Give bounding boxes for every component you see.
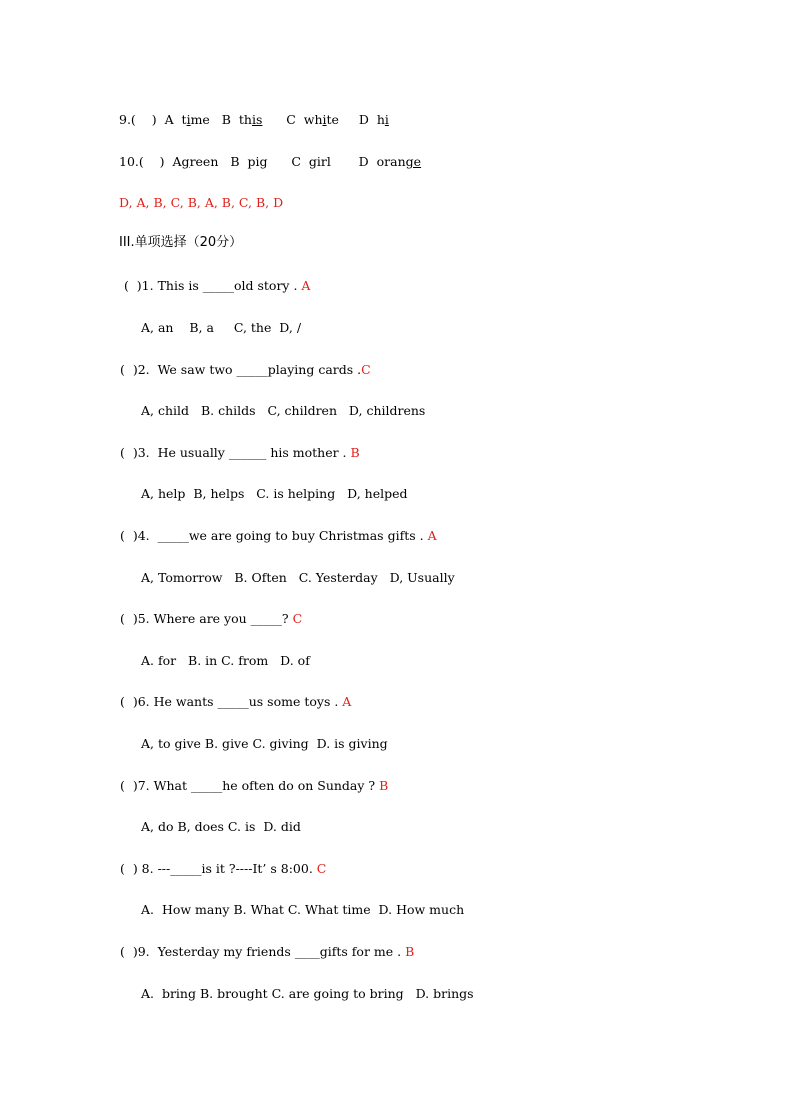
mc-question-9: ( )9. Yesterday my friends ____gifts for me . B (120, 944, 415, 959)
question-10: 10.( ) Agreen B pig C girl D orange (119, 154, 422, 169)
mc-options-6: A, to give B. give C. giving D. is giving (141, 736, 388, 751)
mc-options-2: A, child B. childs C, children D, childrens (141, 403, 426, 418)
mc-question-8: ( ) 8. ---_____is it ?----It’ s 8:00. C (120, 861, 327, 876)
section-title: III.单项选择（20分） (119, 235, 243, 250)
mc-options-3: A, help B, helps C. is helping D, helped (141, 486, 408, 501)
mc-options-5: A. for B. in C. from D. of (141, 653, 310, 668)
mc-options-1: A, an B, a C, the D, / (141, 320, 302, 335)
mc-options-7: A, do B, does C. is D. did (141, 819, 301, 834)
phonics-answers: D, A, B, C, B, A, B, C, B, D (119, 195, 284, 210)
mc-question-4: ( )4. _____we are going to buy Christmas gifts . A (120, 528, 437, 543)
mc-options-8: A. How many B. What C. What time D. How much (141, 902, 465, 917)
mc-options-9: A. bring B. brought C. are going to bring D. brings (141, 986, 474, 1001)
mc-question-5: ( )5. Where are you _____? C (120, 611, 303, 626)
mc-question-2: ( )2. We saw two _____playing cards .C (120, 362, 371, 377)
question-9: 9.( ) A time B this C white D hi (119, 112, 389, 127)
mc-options-4: A, Tomorrow B. Often C. Yesterday D, Usually (141, 570, 455, 585)
mc-question-6: ( )6. He wants _____us some toys . A (120, 694, 352, 709)
mc-question-1: ( )1. This is _____old story . A (120, 278, 311, 293)
mc-question-7: ( )7. What _____he often do on Sunday ? B (120, 778, 389, 793)
mc-question-3: ( )3. He usually ______ his mother . B (120, 445, 360, 460)
